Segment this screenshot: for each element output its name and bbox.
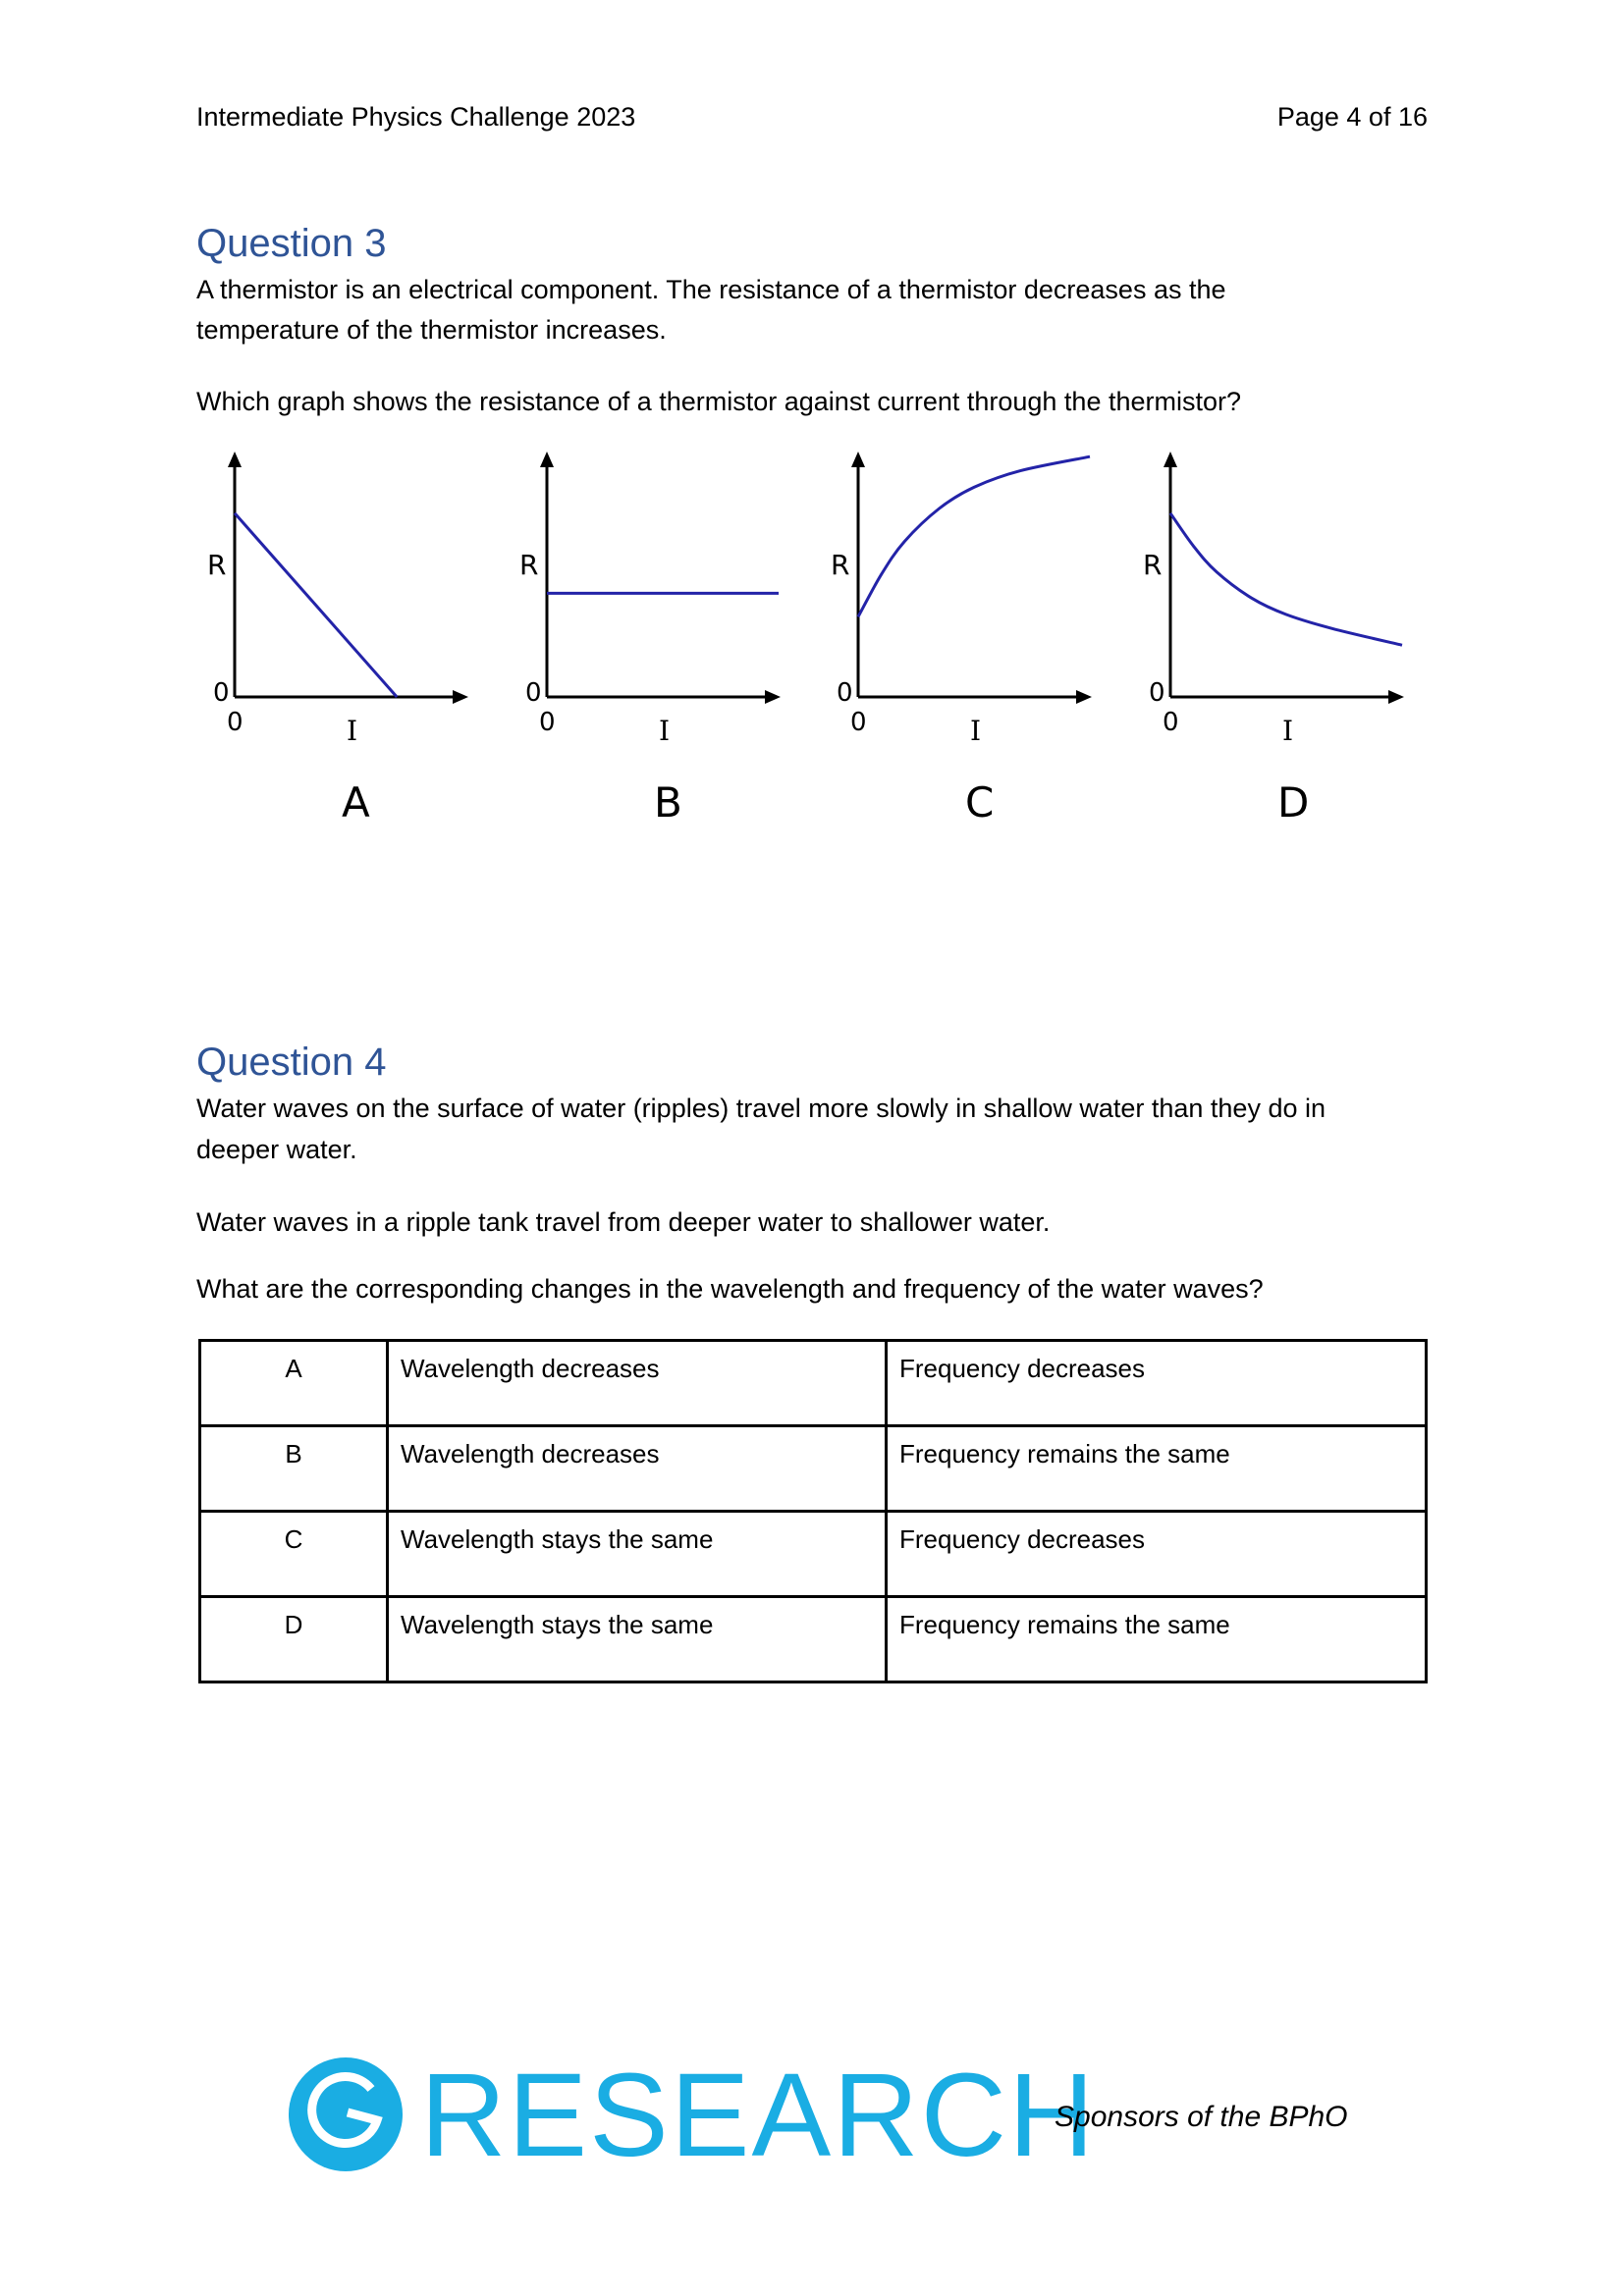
graph-b-x-label: I xyxy=(659,715,671,747)
option-wavelength: Wavelength decreases xyxy=(388,1341,887,1426)
question-3-text-line-2: temperature of the thermistor increases. xyxy=(196,315,667,345)
sponsor-text: Sponsors of the BPhO xyxy=(1055,2101,1348,2133)
graph-d-x-origin-label: 0 xyxy=(1163,708,1179,737)
option-letter: C xyxy=(200,1512,388,1597)
question-3-text-line-1: A thermistor is an electrical component. The resistance of a thermistor decreases as the xyxy=(196,275,1226,304)
graph-d-y-arrow-icon xyxy=(1164,452,1177,467)
graph-a-x-origin-label: 0 xyxy=(227,708,244,737)
graph-a-x-label: I xyxy=(347,715,358,747)
graph-c-y-arrow-icon xyxy=(851,452,865,467)
graph-c-y-origin-label: 0 xyxy=(837,678,853,708)
graph-c-x-origin-label: 0 xyxy=(850,708,867,737)
option-wavelength: Wavelength stays the same xyxy=(388,1597,887,1682)
document-title: Intermediate Physics Challenge 2023 xyxy=(196,102,636,132)
answer-options-table xyxy=(198,1339,1428,1683)
graph-c-option-label: C xyxy=(965,778,995,827)
graph-b-x-origin-label: 0 xyxy=(539,708,556,737)
graph-d-option-label: D xyxy=(1277,778,1310,827)
option-row-d xyxy=(200,1597,1427,1682)
graph-d-curve xyxy=(1170,513,1402,645)
option-frequency: Frequency decreases xyxy=(887,1512,1427,1597)
question-4-text-line-2: deeper water. xyxy=(196,1135,357,1164)
graph-c-curve xyxy=(858,456,1090,616)
graph-b-y-arrow-icon xyxy=(540,452,554,467)
graph-c-y-label: R xyxy=(831,549,850,581)
page-number: Page 4 of 16 xyxy=(1276,102,1428,132)
graph-a-y-origin-label: 0 xyxy=(213,678,230,708)
option-letter: A xyxy=(200,1341,388,1426)
question-4-prompt: What are the corresponding changes in the wavelength and frequency of the water waves? xyxy=(196,1274,1264,1304)
g-research-logo-icon xyxy=(287,2056,405,2173)
question-4-text-line-1: Water waves on the surface of water (ripples) travel more slowly in shallow water than they do in xyxy=(196,1094,1326,1123)
option-frequency: Frequency remains the same xyxy=(887,1597,1427,1682)
option-letter: B xyxy=(200,1426,388,1512)
option-row-c xyxy=(200,1512,1427,1597)
graph-a-option-label: A xyxy=(342,778,370,827)
graph-b-x-arrow-icon xyxy=(765,690,781,704)
option-frequency: Frequency decreases xyxy=(887,1341,1427,1426)
option-wavelength: Wavelength decreases xyxy=(388,1426,887,1512)
graph-d-x-arrow-icon xyxy=(1388,690,1404,704)
question-3-heading: Question 3 xyxy=(196,222,387,265)
graph-a-y-label: R xyxy=(207,549,227,581)
graph-a-x-arrow-icon xyxy=(453,690,468,704)
option-row-a xyxy=(200,1341,1427,1426)
option-row-b xyxy=(200,1426,1427,1512)
graph-d-y-label: R xyxy=(1143,549,1163,581)
question-4-heading: Question 4 xyxy=(196,1041,387,1084)
graph-c-x-arrow-icon xyxy=(1076,690,1092,704)
question-3-prompt: Which graph shows the resistance of a thermistor against current through the thermistor? xyxy=(196,387,1242,416)
graph-b-option-label: B xyxy=(654,778,682,827)
graph-d-x-label: I xyxy=(1282,715,1294,747)
graph-a-curve xyxy=(235,513,397,697)
graph-d-y-origin-label: 0 xyxy=(1149,678,1165,708)
graph-a-y-arrow-icon xyxy=(228,452,242,467)
option-letter: D xyxy=(200,1597,388,1682)
option-frequency: Frequency remains the same xyxy=(887,1426,1427,1512)
graph-c-x-label: I xyxy=(970,715,982,747)
graph-b-y-origin-label: 0 xyxy=(525,678,542,708)
option-wavelength: Wavelength stays the same xyxy=(388,1512,887,1597)
g-research-wordmark: RESEARCH xyxy=(420,2048,1097,2181)
graph-b-y-label: R xyxy=(519,549,539,581)
thermistor-graphs xyxy=(0,0,1624,883)
question-4-text-line-3: Water waves in a ripple tank travel from deeper water to shallower water. xyxy=(196,1207,1051,1237)
